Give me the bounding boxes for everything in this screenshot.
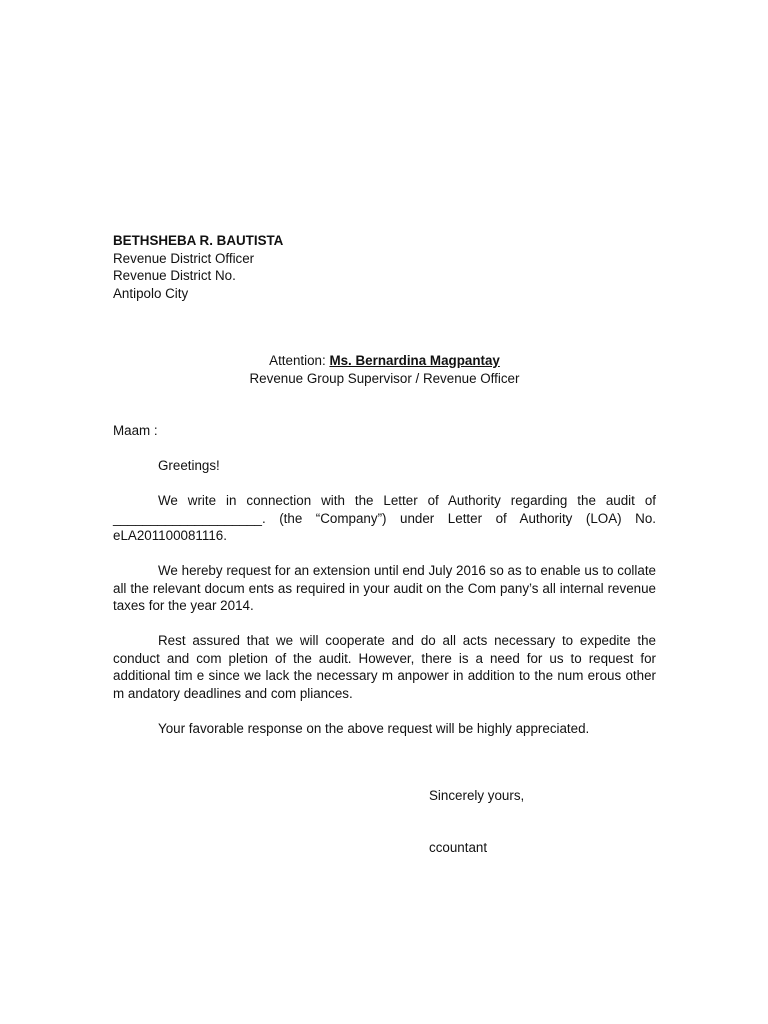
salutation: Maam : [113,423,158,438]
appreciation-paragraph: Your favorable response on the above request will be highly appreciated. [158,720,590,736]
addressee-block [113,232,513,302]
letter-body [113,457,656,755]
extension-request-paragraph: We hereby request for an extension until end July 2016 so as to enable us to collate all the relevant docum ents as required in your audit on the Com pany’s all internal revenue taxes for the year 2014. [113,563,656,613]
addressee-city: Antipolo City [113,285,189,301]
greeting-paragraph: Greetings! [158,458,220,473]
addressee-title: Revenue District Officer [113,250,255,266]
addressee-name: BETHSHEBA R. BAUTISTA [113,233,284,248]
cooperation-paragraph: Rest assured that we will cooperate and do all acts necessary to expedite the conduct and com pletion of the audit. However, there is a need for us to request for additional tim e since we lack the necessary m anpower in addition to the num erous other m andatory deadlines and com pliances. [113,633,656,701]
signer-title: ccountant [429,840,488,855]
loa-paragraph: We write in connection with the Letter of Authority regarding the audit of ____________________. (the “Company”) under Letter of Authority (LOA) No. eLA201100081116. [113,493,656,543]
attention-role: Revenue Group Supervisor / Revenue Officer [249,370,520,386]
attention-name: Ms. Bernardina Magpantay [329,353,500,368]
attention-line [113,352,656,370]
attention-block [113,352,656,387]
attention-prefix: Attention: [269,353,330,368]
closing-line: Sincerely yours, [429,788,525,803]
addressee-district: Revenue District No. [113,268,236,283]
